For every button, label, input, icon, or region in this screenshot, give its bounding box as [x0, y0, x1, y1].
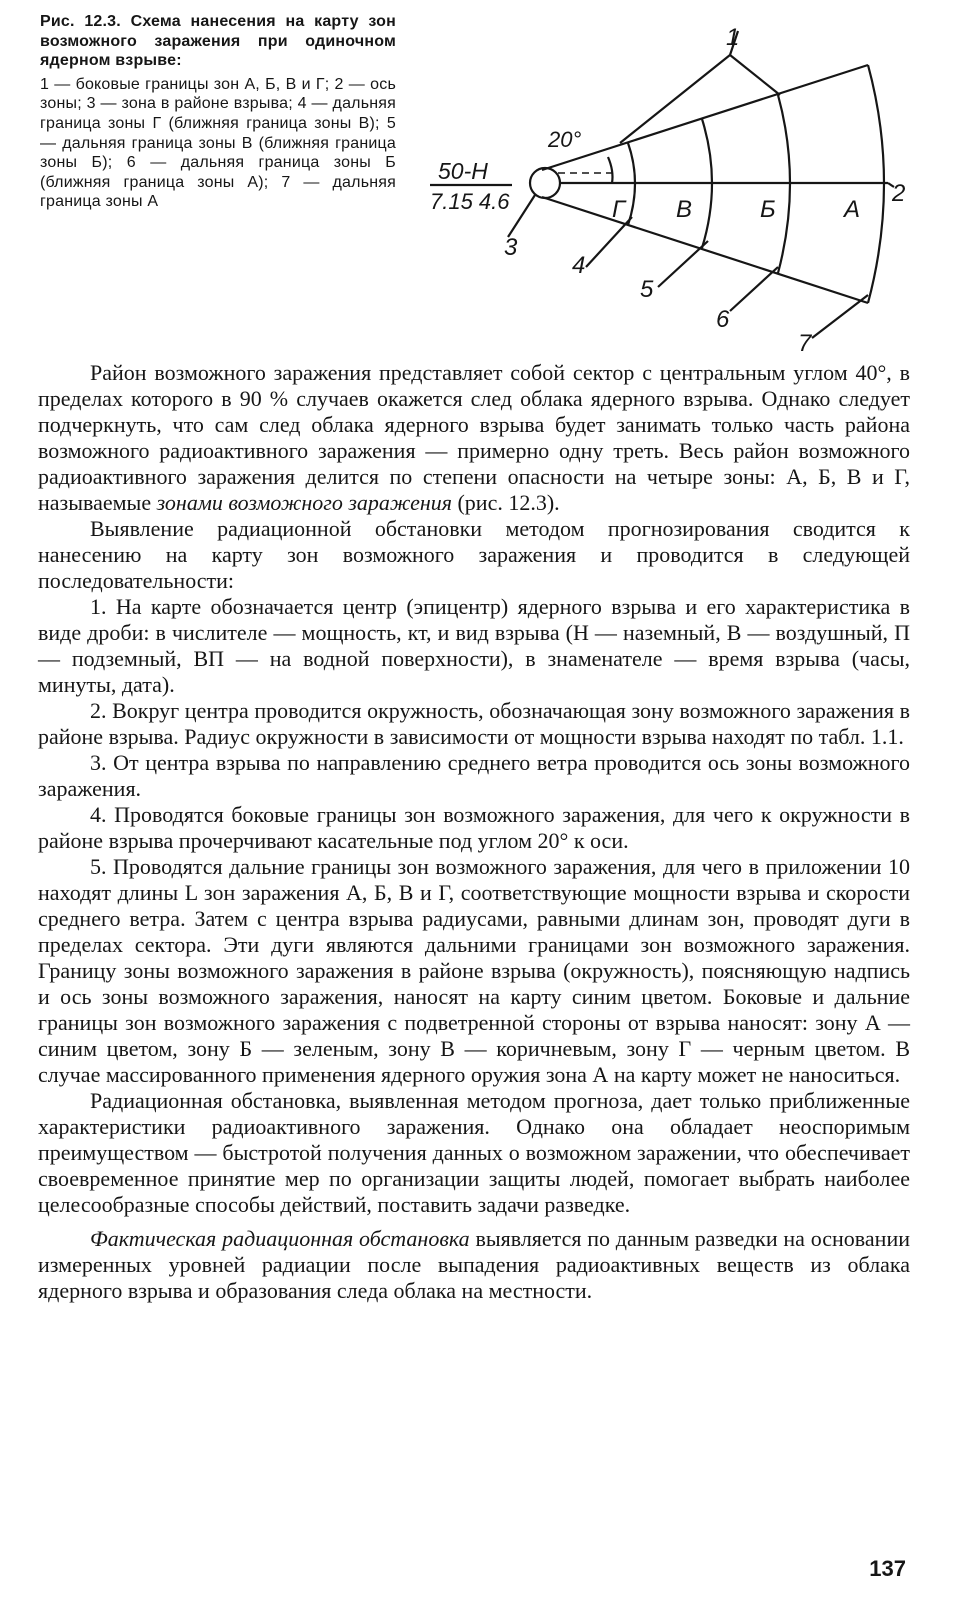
page-number: 137 — [869, 1556, 906, 1581]
explosion-zone-circle — [530, 168, 560, 198]
callout-2-label: 2 — [892, 180, 906, 207]
body-text — [38, 360, 910, 1304]
callout-6-line — [730, 267, 778, 311]
paragraph-1-b: (рис. 12.3). — [451, 490, 560, 515]
callout-4-label: 4 — [572, 252, 586, 279]
callout-5-line — [658, 241, 708, 287]
callout-4-line — [586, 217, 632, 267]
paragraph-2: Выявление радиационной обстановки методом прогнозирования сводится к нанесению на карту зон возможного заражения и проводится в следующей последовательности: — [38, 516, 910, 593]
callout-7-line — [812, 295, 868, 338]
angle-label: 20° — [548, 127, 582, 152]
callout-7-label: 7 — [798, 330, 812, 355]
callout-1-line-b — [730, 55, 780, 95]
zone-diagram — [400, 5, 940, 355]
zone-label-a: А — [844, 196, 861, 223]
list-item-3: 3. От центра взрыва по направлению среднего ветра проводится ось зоны возможного заражения. — [38, 750, 910, 801]
paragraph-3: Радиационная обстановка, выявленная методом прогноза, дает только приближенные характеристики радиоактивного заражения. Однако она обладает неоспоримым преимуществом — быстротой получения данных о возможном заражении, что обеспечивает своевременное принятие мер по организации защиты людей, помогает выбрать наиболее целесообразные способы действий, поставить задачи разведке. — [38, 1088, 910, 1217]
fraction-numerator: 50-Н — [438, 158, 488, 184]
paragraph-4-emphasis: Фактическая радиационная обстановка — [90, 1226, 470, 1251]
figure-caption — [40, 12, 396, 212]
zone-label-g: Г — [612, 196, 626, 223]
callout-6-label: 6 — [716, 306, 730, 333]
callout-5-label: 5 — [640, 276, 654, 303]
upper-side-boundary — [542, 65, 868, 170]
zone-label-v: В — [676, 196, 693, 223]
zone-label-b: Б — [760, 196, 776, 223]
list-item-4: 4. Проводятся боковые границы зон возможного заражения, для чего к окружности в районе взрыва прочерчивают касательные под углом 20° к оси. — [38, 802, 910, 853]
callout-3-label: 3 — [504, 234, 518, 261]
paragraph-1 — [38, 360, 910, 516]
callout-1-label: 1 — [726, 24, 740, 51]
caption-title: Рис. 12.3. Схема нанесения на карту зон возможного заражения при одиночном ядерном взрыве: — [40, 13, 396, 70]
paragraph-1-emphasis: зонами возможного заражения — [156, 490, 452, 515]
paragraph-1-a: Район возможного заражения представляет собой сектор с центральным углом 40°, в пределах которого в 90 % случаев окажется след облака ядерного взрыва. Однако следует подчеркнуть, что сам след облака ядерного взрыва будет занимать только часть района возможного радиоактивного заражения — примерно одну треть. Весь район возможного радиоактивного заражения делится по степени опасности на четыре зоны: А, Б, В и Г, называемые — [38, 360, 910, 515]
fraction-denominator: 7.15 4.6 — [430, 189, 510, 214]
callout-1-line-a — [620, 55, 730, 143]
list-item-2: 2. Вокруг центра проводится окружность, обозначающая зону возможного заражения в районе взрыва. Радиус окружности в зависимости от мощности взрыва находят по табл. 1.1. — [38, 698, 910, 749]
lower-side-boundary — [542, 197, 868, 303]
angle-arc — [608, 157, 613, 183]
caption-legend: 1 — боковые границы зон А, Б, В и Г; 2 — ось зоны; 3 — зона в районе взрыва; 4 — дальняя граница зоны Г (ближняя граница зоны В); 5 — дальняя граница зоны В (ближняя граница зоны Б); 6 — дальняя граница зоны Б (ближняя граница зоны А); 7 — дальняя граница зоны А — [40, 75, 396, 211]
list-item-1: 1. На карте обозначается центр (эпицентр) ядерного взрыва и его характеристика в виде дроби: в числителе — мощность, кт, и вид взрыва (Н — наземный, В — воздушный, П — подземный, ВП — на водной поверхности), в знаменателе — время взрыва (часы, минуты, дата). — [38, 594, 910, 697]
callout-3-line — [508, 195, 535, 237]
paragraph-4-text: выявляется по данным разведки на основании измеренных уровней радиации после выпадения радиоактивных веществ из облака ядерного взрыва и образования следа облака на местности. — [38, 1226, 910, 1303]
paragraph-4 — [38, 1226, 910, 1304]
list-item-5: 5. Проводятся дальние границы зон возможного заражения, для чего в приложении 10 находят длины L зон заражения А, Б, В и Г, соответствующие мощности взрыва и скорости среднего ветра. Затем с центра взрыва радиусами, равными длинам зон, проводят дуги в пределах сектора. Эти дуги являются дальними границами зон возможного заражения. Границу зоны возможного заражения в районе взрыва (окружность), поясняющую надпись и ось зоны возможного заражения, наносят на карту синим цветом. Боковые и дальние границы зон возможного заражения с подветренной стороны от взрыва наносят: зону А — синим цветом, зону Б — зеленым, зону В — коричневым, зону Г — черным цветом. В случае массированного применения ядерного оружия зона А на карту может не наноситься. — [38, 854, 910, 1087]
